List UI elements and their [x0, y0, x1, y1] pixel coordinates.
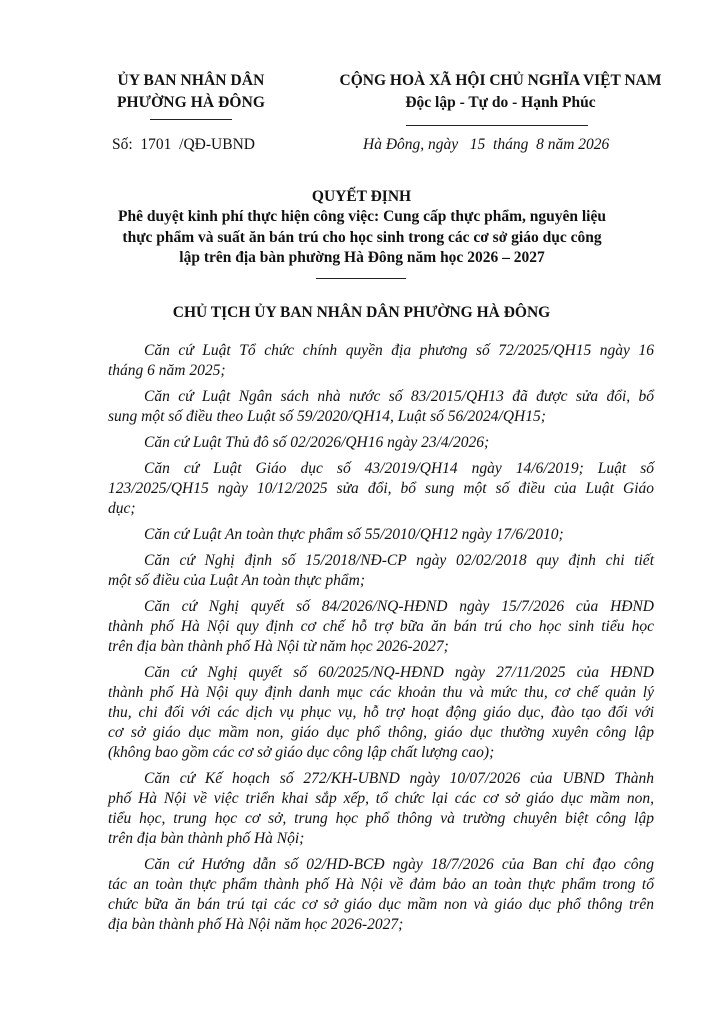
subject-line: Phê duyệt kinh phí thực hiện công việc: Cung cấp thực phẩm, nguyên liệu: [118, 208, 606, 225]
basis-line: Căn cứ Nghị định số 15/2018/NĐ-CP ngày 02/02/2018 quy định chi tiết: [144, 552, 654, 569]
legal-basis-item: [108, 769, 654, 849]
basis-line: Căn cứ Nghị quyết số 84/2026/NQ-HĐND ngày 15/7/2026 của HĐND: [144, 598, 654, 615]
basis-line: sung một số điều theo Luật số 59/2020/QH14, Luật số 56/2024/QH15;: [108, 408, 546, 425]
basis-line: Căn cứ Hướng dẫn số 02/HD-BCĐ ngày 18/7/2026 của Ban chỉ đạo công: [144, 856, 654, 873]
legal-basis-item: [108, 387, 654, 427]
legal-basis-item: [108, 855, 654, 935]
basis-line: dục;: [108, 500, 136, 517]
legal-basis-item: [108, 597, 654, 657]
place-and-date: Hà Đông, ngày 15 tháng 8 năm 2026: [363, 136, 610, 153]
basis-line: (không bao gồm các cơ sở giáo dục công lập chất lượng cao);: [108, 744, 495, 761]
nation-name: CỘNG HOÀ XÃ HỘI CHỦ NGHĨA VIỆT NAM: [339, 72, 662, 89]
basis-line: thành phố Hà Nội quy định danh mục các khoản thu và mức thu, cơ chế quản lý: [108, 684, 654, 701]
basis-line: cơ sở giáo dục mầm non, giáo dục phổ thông, giáo dục thường xuyên công lập: [108, 724, 654, 741]
legal-basis-item: [108, 341, 654, 381]
basis-line: một số điều của Luật An toàn thực phẩm;: [108, 572, 366, 589]
basis-line: Căn cứ Nghị quyết số 60/2025/NQ-HĐND ngày 27/11/2025 của HĐND: [144, 664, 654, 681]
legal-basis-item: [108, 551, 654, 591]
issuing-agency: [96, 70, 286, 114]
basis-line: Căn cứ Luật Ngân sách nhà nước số 83/2015/QH13 đã được sửa đổi, bổ: [144, 388, 654, 405]
legal-basis-item: [108, 663, 654, 763]
basis-line: Căn cứ Luật An toàn thực phẩm số 55/2010/QH12 ngày 17/6/2010;: [144, 526, 564, 543]
basis-line: tác an toàn thực phẩm thành phố Hà Nội về đảm bảo an toàn thực phẩm trong tổ: [108, 876, 654, 893]
basis-line: Căn cứ Luật Tổ chức chính quyền địa phương số 72/2025/QH15 ngày 16: [144, 342, 654, 359]
basis-line: 123/2025/QH15 ngày 10/12/2025 sửa đổi, bổ sung một số điều của Luật Giáo: [108, 480, 654, 497]
legal-basis-item: [108, 525, 654, 545]
legal-basis-item: [108, 433, 654, 453]
basis-line: tiểu học, trung học cơ sở, trung học phổ thông và trường chuyên biệt công lập: [108, 810, 654, 827]
legal-basis-item: [108, 459, 654, 519]
basis-line: thành phố Hà Nội quy định cơ chế hỗ trợ bữa ăn bán trú cho học sinh tiểu học: [108, 618, 654, 635]
basis-line: trên địa bàn thành phố Hà Nội;: [108, 830, 305, 847]
basis-line: địa bàn thành phố Hà Nội năm học 2026-2027;: [108, 916, 404, 933]
agency-underline: [150, 119, 232, 120]
national-motto: [318, 70, 683, 114]
basis-line: Căn cứ Luật Thủ đô số 02/2026/QH16 ngày 23/4/2026;: [144, 434, 490, 451]
basis-line: trên địa bàn thành phố Hà Nội từ năm học 2026-2027;: [108, 638, 449, 655]
basis-line: Căn cứ Kế hoạch số 272/KH-UBND ngày 10/07/2026 của UBND Thành: [144, 770, 654, 787]
motto-underline: [406, 125, 588, 126]
basis-line: thu, chi đối với các dịch vụ phục vụ, hỗ trợ hoạt động giáo dục, đào tạo đối với: [108, 704, 654, 721]
basis-line: Căn cứ Luật Giáo dục số 43/2019/QH14 ngày 14/6/2019; Luật số: [144, 460, 654, 477]
agency-name-line1: ỦY BAN NHÂN DÂN: [117, 72, 265, 89]
basis-line: tháng 6 năm 2025;: [108, 362, 226, 379]
document-title: QUYẾT ĐỊNH: [311, 188, 412, 205]
subject-line: lập trên địa bàn phường Hà Đông năm học 2026 – 2027: [179, 249, 545, 266]
legal-basis-list: [108, 341, 654, 941]
agency-name-line2: PHƯỜNG HÀ ĐÔNG: [116, 94, 266, 111]
basis-line: phố Hà Nội về việc triển khai sắp xếp, tổ chức lại các cơ sở giáo dục mầm non,: [108, 790, 654, 807]
title-divider: [316, 278, 406, 279]
document-number: Số: 1701 /QĐ-UBND: [112, 136, 255, 153]
motto: Độc lập - Tự do - Hạnh Phúc: [405, 94, 596, 111]
subject-line: thực phẩm và suất ăn bán trú cho học sinh trong các cơ sở giáo dục công: [122, 228, 602, 246]
basis-line: chức bữa ăn bán trú tại các cơ sở giáo dục mầm non và giáo dục phổ thông trên: [108, 896, 654, 913]
document-subject: [100, 207, 624, 269]
issuing-authority: CHỦ TỊCH ỦY BAN NHÂN DÂN PHƯỜNG HÀ ĐÔNG: [172, 304, 551, 321]
